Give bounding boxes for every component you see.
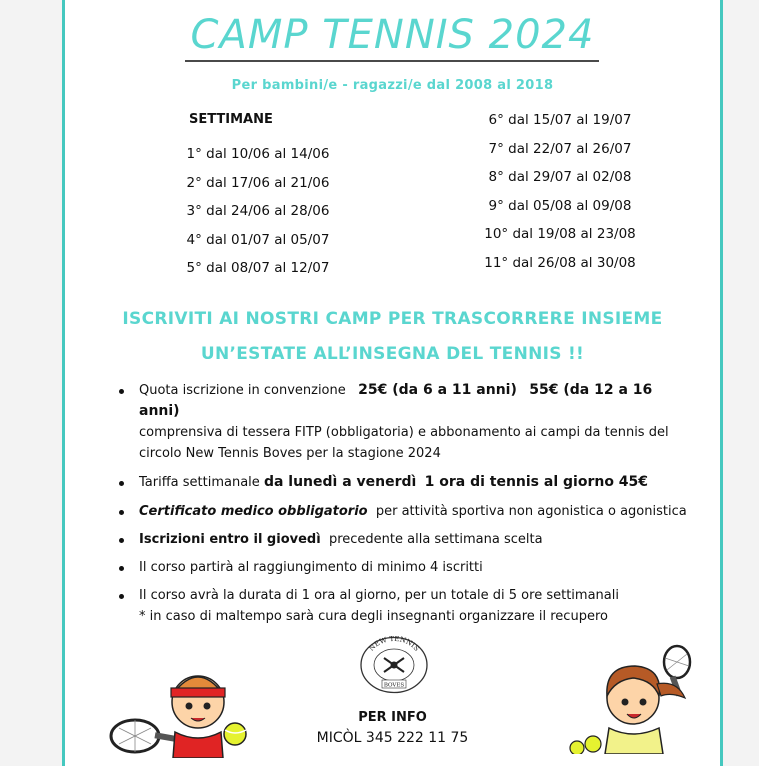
info-label: PER INFO [358,710,427,725]
quota-label: Quota iscrizione in convenzione [139,383,346,398]
quota-price-young: 25€ (da 6 a 11 anni) [358,382,517,398]
minimo-text: Il corso partirà al raggiungimento di minimo 4 iscritti [139,560,483,575]
tennis-girl-illustration [565,644,715,754]
flyer-page [62,0,723,766]
bullet-minimo [117,557,697,578]
week-row: 8° dal 29/07 al 02/08 [488,169,632,185]
page-title: CAMP TENNIS 2024 [190,12,595,58]
logo-top-text: NEW TENNIS [367,636,421,653]
cta-line-1: ISCRIVITI AI NOSTRI CAMP PER TRASCORRERE INSIEME [122,309,663,329]
week-row: 10° dal 19/08 al 23/08 [484,226,636,242]
week-row: 7° dal 22/07 al 26/07 [488,140,632,157]
bullet-durata [117,585,697,627]
durata-text: Il corso avrà la durata di 1 ora al giorno, per un totale di 5 ore settimanali [139,588,619,603]
week-row: 6° dal 15/07 al 19/07 [488,112,632,128]
weeks-list-right [475,106,645,277]
week-row: 5° dal 08/07 al 12/07 [186,260,330,276]
cta-line-2: UN’ESTATE ALL’INSEGNA DEL TENNIS !! [200,344,585,364]
week-row: 11° dal 26/08 al 30/08 [484,254,636,271]
certificato-label: Certificato medico obbligatorio [139,504,368,519]
title-underline [185,60,599,62]
tariffa-label: Tariffa settimanale [139,475,260,490]
bullet-iscrizioni [117,529,697,550]
certificato-detail: per attività sportiva non agonistica o agonistica [375,504,687,519]
maltempo-note: * in caso di maltempo sarà cura degli insegnanti organizzare il recupero [139,609,608,624]
club-logo [360,636,428,694]
bullet-certificato [117,501,697,522]
quota-price-older: 55€ (da 12 a 16 anni) [139,382,653,419]
iscrizioni-label: Iscrizioni entro il giovedì [139,532,321,547]
tariffa-days: da lunedì a venerdì [263,474,417,490]
quota-detail: comprensiva di tessera FITP (obbligatoria) e abbonamento ai campi da tennis del circolo New Tennis Boves per la stagione 2024 [139,425,669,461]
weeks-heading: SETTIMANE [189,112,273,127]
tariffa-hours: 1 ora di tennis al giorno 45€ [424,474,649,490]
iscrizioni-detail: precedente alla settimana scelta [328,532,543,547]
week-row: 4° dal 01/07 al 05/07 [186,231,330,248]
tennis-boy-illustration [105,648,265,758]
info-bullet-list [117,380,697,627]
bullet-tariffa [117,472,697,493]
age-range-subtitle: Per bambini/e - ragazzi/e dal 2008 al 2018 [231,78,554,93]
week-row: 3° dal 24/06 al 28/06 [186,203,330,219]
week-row: 9° dal 05/08 al 09/08 [488,197,632,214]
info-contact: MICÒL 345 222 11 75 [316,730,469,746]
bullet-quota [117,380,697,464]
logo-bottom-text: BOVES [383,682,405,689]
week-row: 2° dal 17/06 al 21/06 [186,174,330,191]
weeks-list-left [163,140,353,283]
week-row: 1° dal 10/06 al 14/06 [186,146,330,162]
